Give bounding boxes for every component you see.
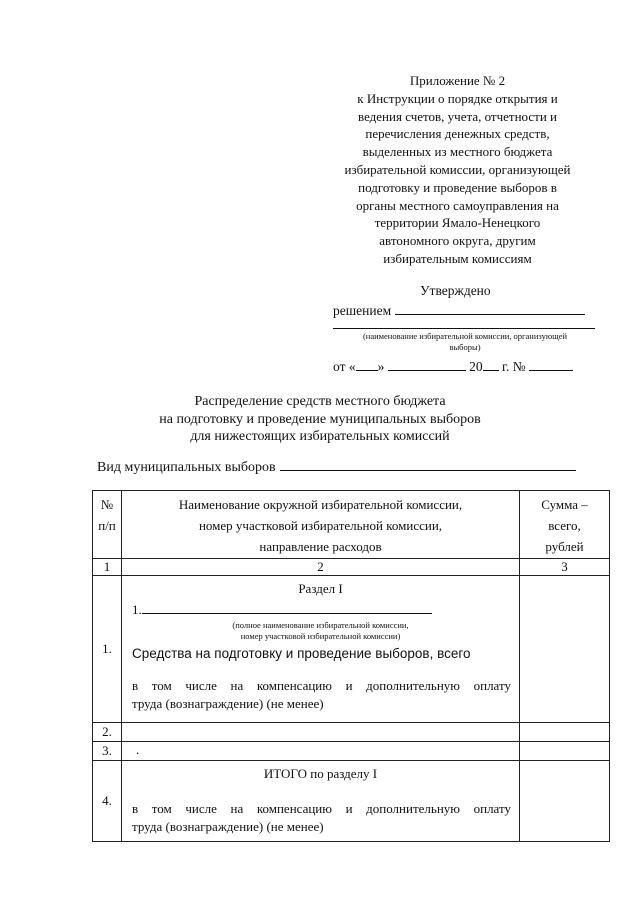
col-number: 1	[93, 559, 122, 576]
item-name-field	[132, 602, 519, 618]
row-number: 3.	[93, 742, 122, 761]
date-close-quote: »	[377, 359, 385, 374]
year-blank	[483, 358, 499, 371]
date-field	[333, 358, 573, 375]
election-type-blank	[280, 458, 576, 471]
appendix-line: перечисления денежных средств,	[365, 126, 550, 142]
item-note	[122, 620, 519, 642]
year-prefix: 20	[469, 359, 483, 374]
header-sum	[520, 491, 610, 559]
total-cell	[122, 761, 520, 842]
including-line: в том числе на компенсацию и дополнительную оплату	[132, 678, 511, 693]
appendix-line: территории Ямало-Ненецкого	[374, 215, 541, 231]
day-blank	[356, 358, 378, 371]
table-row-4	[93, 761, 610, 842]
title-line: для нижестоящих избирательных комиссий	[190, 429, 450, 444]
including-line: труда (вознаграждение) (не менее)	[132, 696, 324, 711]
total-including-line: труда (вознаграждение) (не менее)	[132, 819, 324, 834]
header-num-line: п/п	[98, 518, 116, 533]
commission-note-line: выборы)	[449, 342, 481, 352]
section-title: Раздел I	[298, 581, 343, 596]
commission-name-blank	[333, 328, 595, 329]
date-number-label: г. №	[501, 359, 526, 374]
header-num-line: №	[100, 497, 114, 512]
commission-note-line: (наименование избирательной комиссии, организующей	[362, 331, 568, 341]
row-number: 4.	[93, 761, 122, 842]
document-title	[90, 393, 550, 446]
election-type-label: Вид муниципальных выборов	[97, 460, 276, 475]
title-line: Распределение средств местного бюджета	[194, 394, 446, 409]
decision-label: решением	[333, 303, 392, 318]
commission-note	[333, 331, 597, 353]
date-from-label: от «	[333, 359, 356, 374]
header-sum-line: Сумма –	[541, 497, 588, 512]
table-row-3	[93, 742, 610, 761]
appendix-line: избирательным комиссиям	[383, 250, 532, 266]
row-number: 2.	[93, 723, 122, 742]
sum-cell	[520, 723, 610, 742]
decision-field	[333, 302, 585, 319]
header-name-line: направление расходов	[259, 539, 382, 554]
sum-cell	[520, 761, 610, 842]
distribution-table	[92, 490, 610, 842]
header-name-line: номер участковой избирательной комиссии,	[198, 518, 443, 533]
row-number: 1.	[93, 576, 122, 723]
appendix-line: Приложение № 2	[409, 73, 506, 88]
total-including-line: в том числе на компенсацию и дополнительную оплату	[132, 801, 511, 816]
table-row-2	[93, 723, 610, 742]
item-note-line: (полное наименование избирательной комиссии,	[232, 620, 409, 630]
appendix-line: выделенных из местного бюджета	[362, 144, 553, 160]
approved-title: Утверждено	[420, 283, 491, 298]
table-header-row	[93, 491, 610, 559]
header-num	[93, 491, 122, 559]
appendix-line: органы местного самоуправления на	[356, 197, 559, 213]
col-number: 3	[520, 559, 610, 576]
title-line: на подготовку и проведение муниципальных выборов	[159, 411, 481, 427]
number-blank	[529, 358, 573, 371]
appendix-line: автономного округа, другим	[379, 233, 536, 249]
header-sum-line: всего,	[548, 518, 581, 533]
header-sum-line: рублей	[545, 539, 584, 554]
funds-line: Средства на подготовку и проведение выборов, всего	[132, 646, 471, 661]
table-row-1	[93, 576, 610, 723]
item-note-line: номер участковой избирательной комиссии)	[240, 631, 401, 641]
section-cell	[122, 576, 520, 723]
item-name-blank	[142, 603, 432, 614]
appendix-line: избирательной комиссии, организующей	[344, 161, 571, 177]
item-prefix: 1.	[132, 602, 142, 617]
election-type-field	[97, 458, 576, 476]
appendix-line: к Инструкции о порядке открытия и	[357, 90, 558, 106]
header-name	[122, 491, 520, 559]
sum-cell	[520, 576, 610, 723]
content-cell	[122, 723, 520, 742]
month-blank	[388, 358, 466, 371]
content-cell: .	[122, 742, 520, 761]
appendix-line: ведения счетов, учета, отчетности и	[358, 108, 557, 124]
col-number: 2	[122, 559, 520, 576]
column-number-row	[93, 559, 610, 576]
decision-blank	[395, 302, 585, 315]
total-title: ИТОГО по разделу I	[263, 766, 378, 781]
appendix-line: подготовку и проведение выборов в	[358, 179, 557, 195]
sum-cell	[520, 742, 610, 761]
header-name-line: Наименование окружной избирательной комиссии,	[178, 497, 463, 512]
appendix-header	[325, 72, 590, 268]
